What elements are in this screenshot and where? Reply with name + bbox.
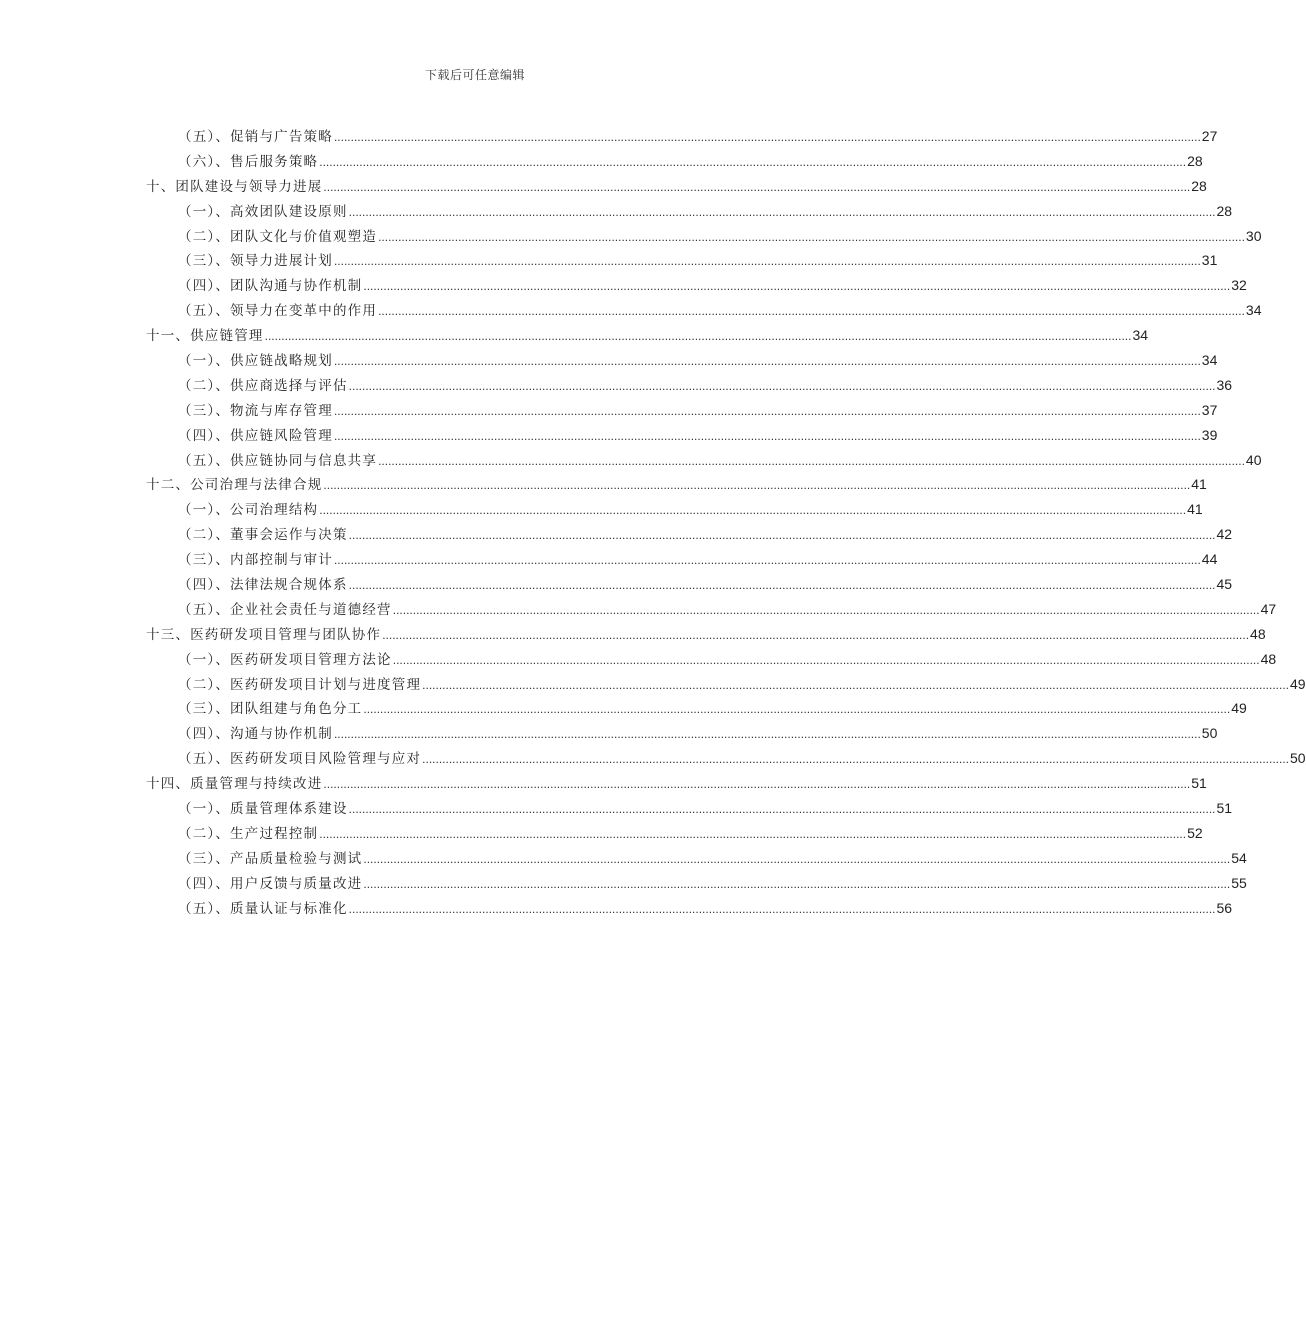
toc-leader-dots: .................................................................................................................................................................................................................................................................... — [333, 553, 1201, 568]
toc-leader-dots: .................................................................................................................................................................................................................................................................... — [422, 752, 1289, 767]
toc-entry[interactable] — [146, 721, 1218, 746]
toc-entry-page: 55 — [1231, 874, 1247, 891]
toc-entry-title: 十一、供应链管理 — [146, 328, 264, 345]
toc-entry-page: 47 — [1260, 600, 1277, 617]
toc-leader-dots: .................................................................................................................................................................................................................................................................... — [382, 627, 1250, 642]
toc-entry-page: 31 — [1201, 252, 1218, 269]
toc-entry-page: 32 — [1231, 277, 1247, 294]
toc-entry-title: （五）、质量认证与标准化 — [178, 900, 348, 917]
toc-entry-page: 34 — [1201, 352, 1218, 369]
toc-entry[interactable] — [146, 597, 1277, 622]
toc-entry-title: （三）、团队组建与角色分工 — [178, 701, 363, 718]
toc-leader-dots: .................................................................................................................................................................................................................................................................... — [323, 179, 1191, 194]
toc-entry-title: 十三、医药研发项目管理与团队协作 — [146, 626, 382, 643]
toc-leader-dots: .................................................................................................................................................................................................................................................................... — [363, 279, 1231, 294]
toc-entry-page: 44 — [1201, 551, 1218, 568]
toc-entry-page: 52 — [1187, 824, 1203, 841]
toc-leader-dots: .................................................................................................................................................................................................................................................................... — [333, 403, 1201, 418]
toc-entry[interactable] — [146, 622, 1266, 647]
toc-entry[interactable] — [146, 124, 1218, 149]
toc-leader-dots: .................................................................................................................................................................................................................................................................... — [348, 204, 1216, 219]
toc-entry[interactable] — [146, 174, 1207, 199]
toc-entry-title: 十四、质量管理与持续改进 — [146, 776, 323, 793]
toc-entry-title: （二）、医药研发项目计划与进度管理 — [178, 676, 422, 693]
table-of-contents — [146, 124, 1306, 921]
toc-entry-page: 37 — [1201, 401, 1218, 418]
toc-entry-title: （一）、供应链战略规划 — [178, 353, 333, 370]
toc-entry-title: （三）、内部控制与审计 — [178, 552, 333, 569]
toc-leader-dots: .................................................................................................................................................................................................................................................................... — [378, 453, 1245, 468]
toc-entry-title: （五）、促销与广告策略 — [178, 129, 333, 145]
toc-entry[interactable] — [146, 572, 1233, 597]
toc-entry-title: （四）、用户反馈与质量改进 — [178, 875, 363, 892]
toc-entry-page: 54 — [1231, 849, 1247, 866]
toc-leader-dots: .................................................................................................................................................................................................................................................................... — [333, 130, 1201, 144]
toc-entry-title: （三）、物流与库存管理 — [178, 402, 333, 419]
toc-entry[interactable] — [146, 522, 1233, 547]
toc-leader-dots: .................................................................................................................................................................................................................................................................... — [348, 528, 1216, 543]
toc-entry-page: 30 — [1245, 227, 1262, 244]
toc-entry-title: （五）、企业社会责任与道德经营 — [178, 601, 392, 618]
toc-entry-page: 48 — [1260, 650, 1277, 667]
toc-entry[interactable] — [146, 448, 1262, 473]
toc-leader-dots: .................................................................................................................................................................................................................................................................... — [319, 826, 1187, 841]
toc-leader-dots: .................................................................................................................................................................................................................................................................... — [333, 727, 1201, 742]
toc-entry[interactable] — [146, 273, 1247, 298]
toc-entry[interactable] — [146, 373, 1233, 398]
toc-entry-title: 十二、公司治理与法律合规 — [146, 477, 323, 494]
toc-entry[interactable] — [146, 398, 1218, 423]
toc-leader-dots: .................................................................................................................................................................................................................................................................... — [363, 876, 1231, 891]
toc-entry-page: 50 — [1290, 750, 1306, 767]
toc-entry-page: 42 — [1216, 526, 1233, 543]
toc-entry-title: （五）、供应链协同与信息共享 — [178, 452, 378, 469]
toc-entry[interactable] — [146, 771, 1207, 796]
toc-entry-page: 51 — [1216, 800, 1233, 817]
toc-entry[interactable] — [146, 248, 1218, 273]
toc-leader-dots: .................................................................................................................................................................................................................................................................... — [348, 378, 1216, 393]
toc-entry-page: 41 — [1187, 501, 1203, 518]
toc-entry-page: 27 — [1201, 128, 1218, 144]
toc-entry-page: 28 — [1216, 202, 1233, 219]
toc-leader-dots: .................................................................................................................................................................................................................................................................... — [323, 777, 1191, 792]
toc-entry-page: 28 — [1191, 177, 1207, 194]
toc-entry-page: 34 — [1245, 302, 1262, 319]
toc-entry[interactable] — [146, 672, 1306, 697]
toc-entry[interactable] — [146, 846, 1247, 871]
toc-entry[interactable] — [146, 821, 1203, 846]
toc-leader-dots: .................................................................................................................................................................................................................................................................... — [333, 254, 1201, 269]
toc-entry-page: 45 — [1216, 576, 1233, 593]
toc-leader-dots: .................................................................................................................................................................................................................................................................... — [264, 329, 1132, 344]
page-header: 下载后可任意编辑 — [424, 68, 525, 82]
toc-entry[interactable] — [146, 348, 1218, 373]
toc-entry-page: 34 — [1132, 327, 1149, 344]
toc-leader-dots: .................................................................................................................................................................................................................................................................... — [422, 677, 1289, 692]
toc-entry-title: （五）、领导力在变革中的作用 — [178, 303, 378, 320]
toc-entry-title: （二）、团队文化与价值观塑造 — [178, 228, 378, 245]
toc-entry-title: （二）、生产过程控制 — [178, 825, 319, 842]
toc-entry-page: 40 — [1245, 451, 1262, 468]
toc-entry-title: （四）、供应链风险管理 — [178, 427, 333, 444]
toc-leader-dots: .................................................................................................................................................................................................................................................................... — [392, 652, 1260, 667]
toc-leader-dots: .................................................................................................................................................................................................................................................................... — [392, 602, 1260, 617]
toc-entry[interactable] — [146, 497, 1203, 522]
toc-entry-title: （四）、团队沟通与协作机制 — [178, 278, 363, 295]
toc-leader-dots: .................................................................................................................................................................................................................................................................... — [363, 851, 1231, 866]
toc-entry-page: 48 — [1250, 625, 1266, 642]
toc-leader-dots: .................................................................................................................................................................................................................................................................... — [378, 304, 1245, 319]
toc-entry[interactable] — [146, 746, 1306, 771]
toc-leader-dots: .................................................................................................................................................................................................................................................................... — [333, 428, 1201, 443]
toc-entry-page: 36 — [1216, 376, 1233, 393]
toc-entry-title: （三）、产品质量检验与测试 — [178, 850, 363, 867]
toc-entry-page: 49 — [1231, 700, 1247, 717]
toc-entry[interactable] — [146, 472, 1207, 497]
toc-entry-title: 十、团队建设与领导力进展 — [146, 178, 323, 195]
toc-entry[interactable] — [146, 647, 1277, 672]
toc-leader-dots: .................................................................................................................................................................................................................................................................... — [363, 702, 1231, 717]
toc-entry-page: 51 — [1191, 775, 1207, 792]
toc-entry-page: 56 — [1216, 899, 1233, 916]
toc-entry[interactable] — [146, 323, 1149, 348]
toc-leader-dots: .................................................................................................................................................................................................................................................................... — [333, 354, 1201, 369]
toc-entry-title: （二）、供应商选择与评估 — [178, 377, 348, 394]
toc-leader-dots: .................................................................................................................................................................................................................................................................... — [378, 229, 1245, 244]
toc-entry-title: （一）、公司治理结构 — [178, 502, 319, 519]
toc-entry-page: 50 — [1201, 725, 1218, 742]
toc-entry-page: 28 — [1187, 152, 1203, 169]
toc-leader-dots: .................................................................................................................................................................................................................................................................... — [348, 802, 1216, 817]
toc-entry-title: （一）、高效团队建设原则 — [178, 203, 348, 220]
toc-entry[interactable] — [146, 298, 1262, 323]
toc-leader-dots: .................................................................................................................................................................................................................................................................... — [319, 154, 1187, 169]
toc-entry-title: （六）、售后服务策略 — [178, 153, 319, 170]
toc-entry-title: （四）、法律法规合规体系 — [178, 577, 348, 594]
toc-entry-title: （一）、医药研发项目管理方法论 — [178, 651, 392, 668]
toc-entry-title: （四）、沟通与协作机制 — [178, 726, 333, 743]
toc-entry[interactable] — [146, 199, 1233, 224]
toc-entry-page: 39 — [1201, 426, 1218, 443]
toc-entry[interactable] — [146, 224, 1262, 249]
toc-entry[interactable] — [146, 696, 1247, 721]
toc-entry[interactable] — [146, 871, 1247, 896]
toc-entry-title: （一）、质量管理体系建设 — [178, 801, 348, 818]
toc-leader-dots: .................................................................................................................................................................................................................................................................... — [319, 503, 1187, 518]
toc-leader-dots: .................................................................................................................................................................................................................................................................... — [348, 578, 1216, 593]
toc-leader-dots: .................................................................................................................................................................................................................................................................... — [323, 478, 1191, 493]
toc-entry-page: 41 — [1191, 476, 1207, 493]
toc-entry[interactable] — [146, 896, 1233, 921]
toc-entry-title: （三）、领导力进展计划 — [178, 253, 333, 270]
toc-entry[interactable] — [146, 423, 1218, 448]
toc-entry-page: 49 — [1290, 675, 1306, 692]
toc-entry-title: （二）、董事会运作与决策 — [178, 527, 348, 544]
toc-entry[interactable] — [146, 547, 1218, 572]
toc-entry[interactable] — [146, 149, 1203, 174]
toc-entry[interactable] — [146, 796, 1233, 821]
toc-leader-dots: .................................................................................................................................................................................................................................................................... — [348, 901, 1216, 916]
toc-entry-title: （五）、医药研发项目风险管理与应对 — [178, 751, 422, 768]
